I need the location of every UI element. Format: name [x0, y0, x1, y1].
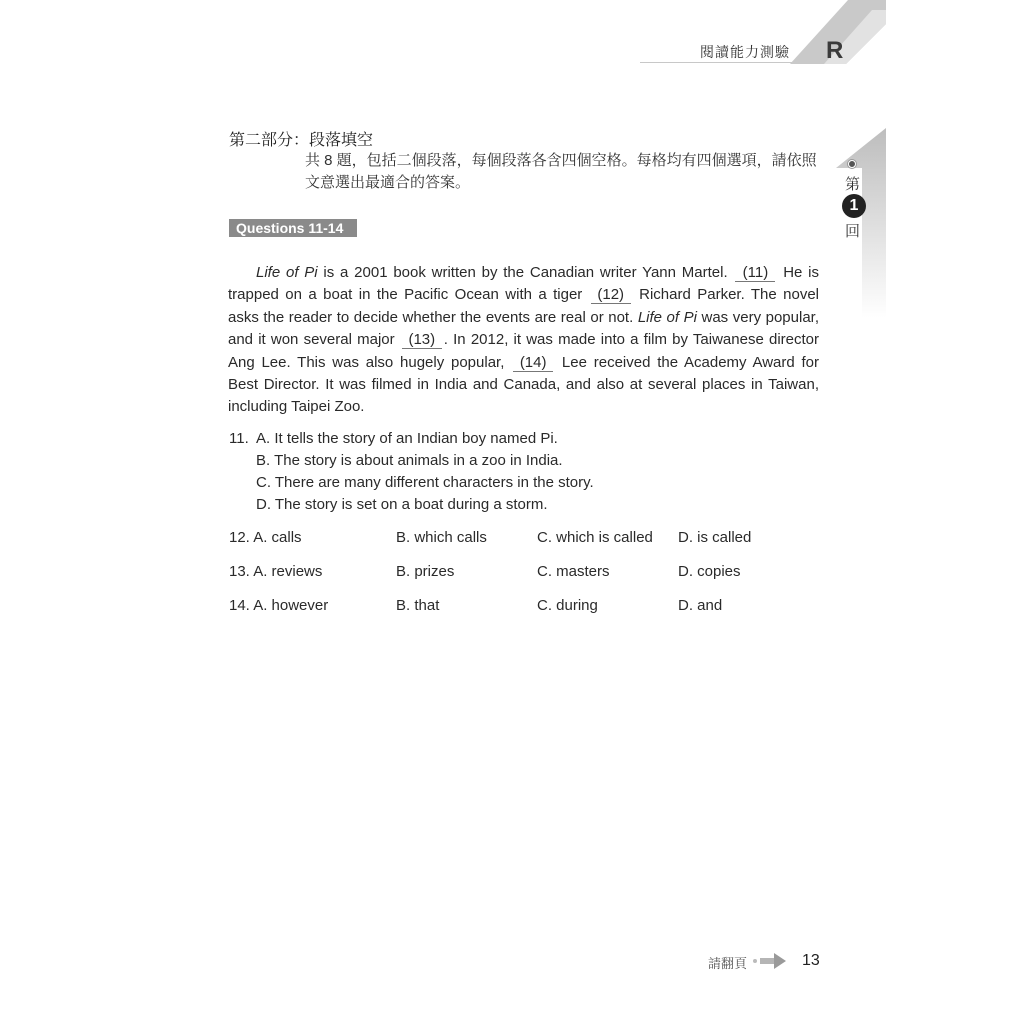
option-b: B. prizes — [396, 563, 455, 580]
question-11 — [229, 428, 594, 516]
passage-text: was very popular, and it won several major — [228, 308, 819, 349]
option-d: D. The story is set on a boat during a storm. — [256, 496, 548, 513]
option-b: B. which calls — [396, 529, 487, 546]
passage-text: . In 2012, it was made into a film by Taiwanese director Ang Lee. This was also hugely popular, — [228, 331, 819, 371]
page-number: 13 — [802, 952, 820, 969]
option-c: C. There are many different characters in the story. — [256, 474, 594, 491]
side-tab-background — [836, 128, 886, 318]
option-d: D. copies — [678, 563, 741, 580]
questions-label: Questions 11-14 — [229, 219, 357, 237]
side-tab-bullet-icon — [848, 160, 856, 168]
option-c: C. masters — [537, 563, 610, 580]
option-d: D. and — [678, 597, 723, 614]
header-section-letter: R — [826, 37, 844, 64]
book-title: Life of Pi — [256, 264, 318, 281]
option-b: B. The story is about animals in a zoo in India. — [256, 452, 563, 469]
arrow-right-icon — [752, 951, 788, 971]
question-number-option-a: 12. A. calls — [229, 529, 302, 546]
question-14 — [229, 597, 829, 617]
question-number: 11. — [229, 430, 249, 447]
side-tab-number: 1 — [842, 194, 866, 218]
passage-text: is a 2001 book written by the Canadian writer Yann Martel. — [317, 264, 734, 281]
book-title: Life of Pi — [637, 308, 697, 326]
passage-text: He is trapped on a boat in the Pacific Ocean with a tiger — [228, 264, 820, 304]
side-tab-prefix: 第 — [845, 176, 861, 193]
option-c: C. during — [537, 597, 598, 614]
blank-12: (12) — [591, 286, 631, 304]
question-number-option-a: 14. A. however — [229, 597, 329, 614]
passage — [228, 262, 819, 419]
blank-11: (11) — [735, 264, 775, 282]
section-description: 共 8 題，包括二個段落，每個段落各含四個空格。每格均有四個選項，請依照文意選出最適合的答案。 — [305, 152, 817, 191]
option-a: A. It tells the story of an Indian boy named Pi. — [256, 430, 558, 447]
header-title: 閱讀能力測驗 — [700, 44, 790, 60]
section-title: 第二部分：段落填空 — [229, 132, 374, 149]
blank-13: (13) — [402, 331, 442, 349]
turn-page-text: 請翻頁 — [708, 956, 748, 971]
option-b: B. that — [396, 597, 440, 614]
passage-text: Richard Parker. The novel asks the reader to decide whether the events are real or not. — [228, 286, 820, 326]
passage-text: Lee received the Academy Award for Best Director. It was filmed in India and Canada, and also at several places in Taiwan, including Taipei Zoo. — [228, 353, 820, 416]
blank-14: (14) — [513, 354, 553, 372]
question-12 — [229, 529, 829, 549]
option-c: C. which is called — [537, 529, 653, 546]
option-d: D. is called — [678, 529, 752, 546]
question-13 — [229, 563, 829, 583]
question-number-option-a: 13. A. reviews — [229, 563, 323, 580]
side-tab-suffix: 回 — [845, 223, 861, 240]
